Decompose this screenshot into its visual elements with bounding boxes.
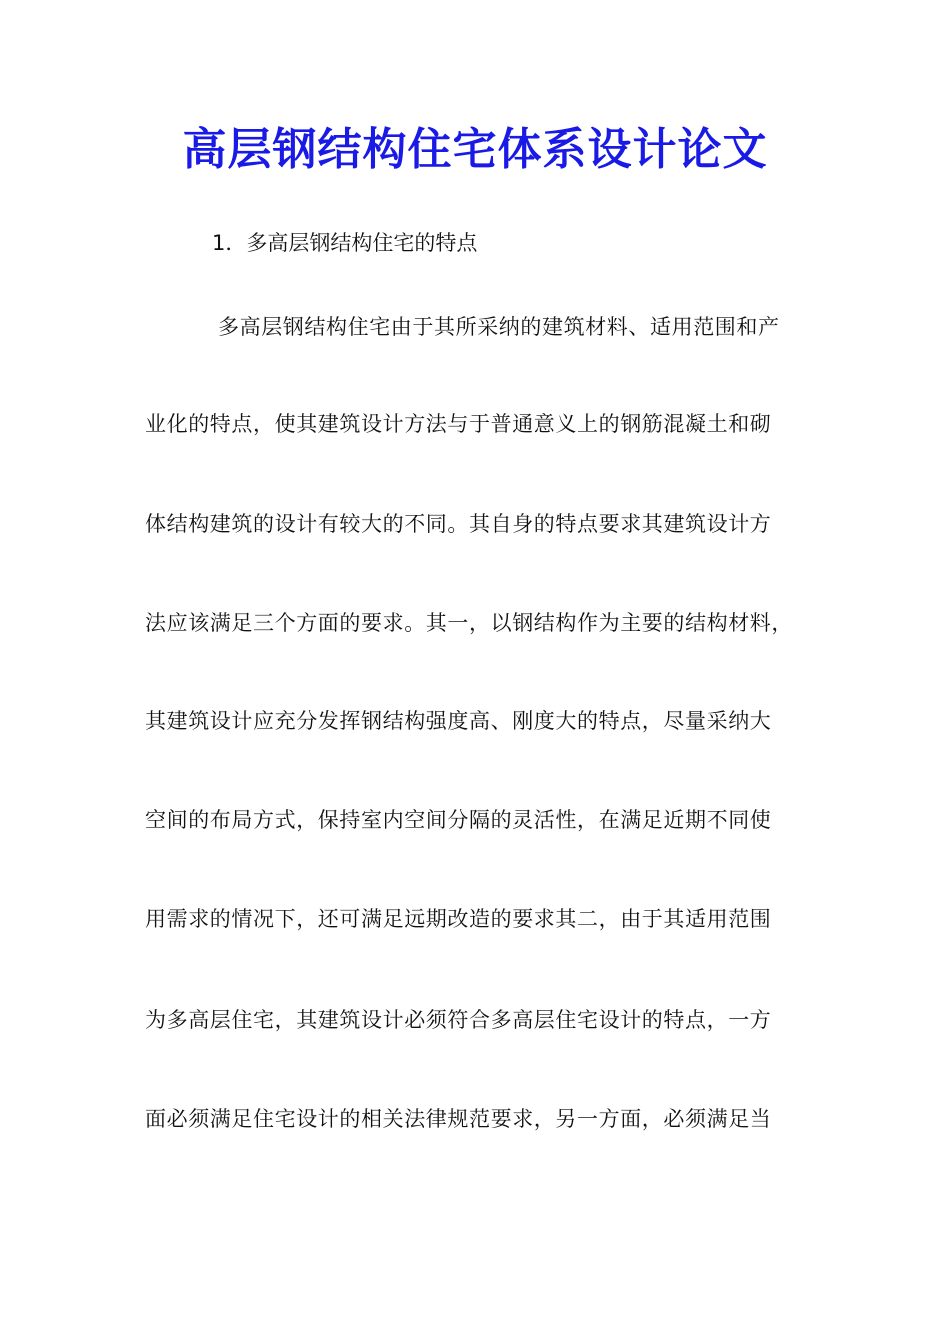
paragraph-line: 空间的布局方式，保持室内空间分隔的灵活性，在满足近期不同使 bbox=[145, 808, 772, 832]
paragraph-line: 法应该满足三个方面的要求。其一，以钢结构作为主要的结构材料， bbox=[145, 611, 793, 635]
document-title: 高层钢结构住宅体系设计论文 bbox=[182, 124, 768, 175]
paragraph-line: 体结构建筑的设计有较大的不同。其自身的特点要求其建筑设计方 bbox=[145, 512, 772, 536]
paragraph-line: 用需求的情况下，还可满足远期改造的要求其二，由于其适用范围 bbox=[145, 907, 772, 931]
paragraph-line: 业化的特点，使其建筑设计方法与于普通意义上的钢筋混凝土和砌 bbox=[145, 412, 772, 436]
paragraph-line: 其建筑设计应充分发挥钢结构强度高、刚度大的特点，尽量采纳大 bbox=[145, 709, 772, 733]
section-heading: 1．多高层钢结构住宅的特点 bbox=[212, 231, 478, 255]
paragraph-line: 面必须满足住宅设计的相关法律规范要求，另一方面，必须满足当 bbox=[145, 1107, 772, 1131]
paragraph-line: 多高层钢结构住宅由于其所采纳的建筑材料、适用范围和产 bbox=[218, 315, 780, 339]
paragraph-line: 为多高层住宅，其建筑设计必须符合多高层住宅设计的特点，一方 bbox=[145, 1008, 772, 1032]
